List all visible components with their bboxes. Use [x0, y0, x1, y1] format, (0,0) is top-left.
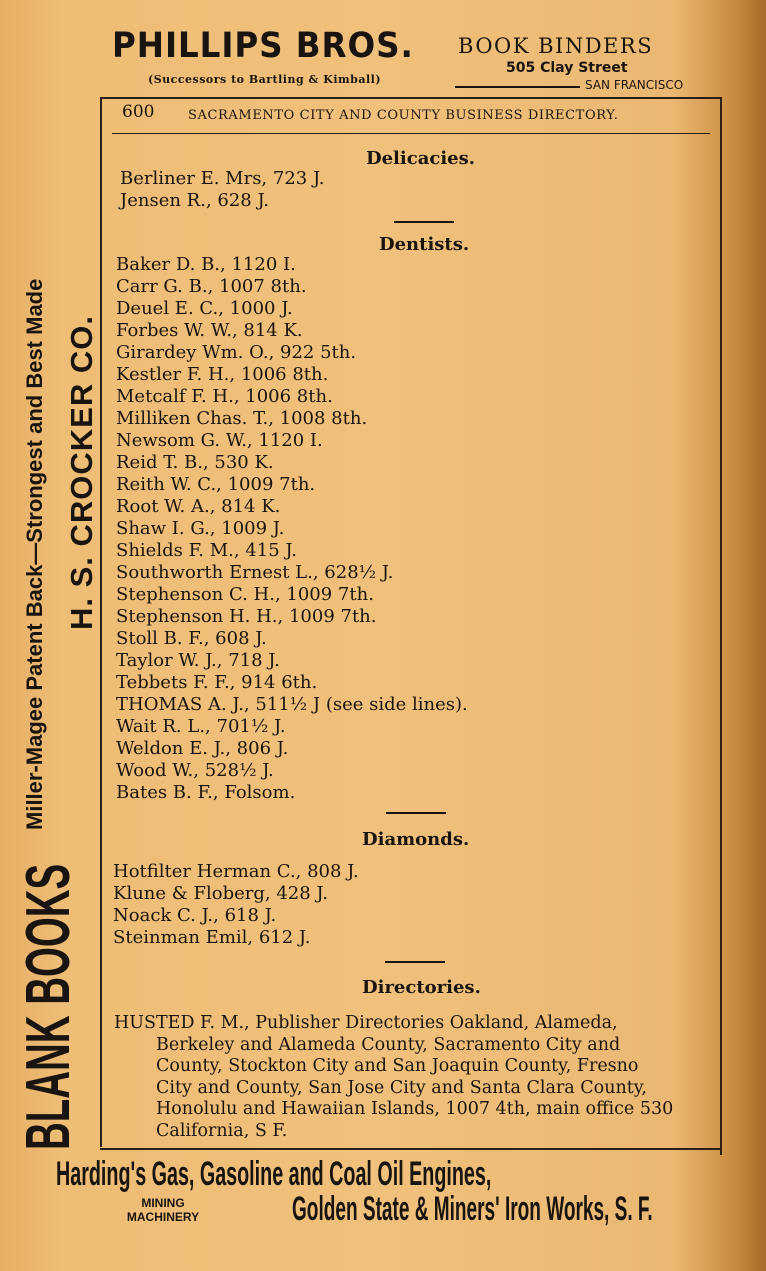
list-item: Jensen R., 628 J. [120, 190, 270, 211]
header-ad-company: PHILLIPS BROS. [112, 26, 414, 66]
list-item: Bates B. F., Folsom. [116, 782, 296, 803]
header-ad-successors: (Successors to Bartling & Kimball) [148, 73, 382, 86]
diamonds-list [113, 861, 359, 949]
list-item: Hotfilter Herman C., 808 J. [113, 861, 359, 882]
list-item: Milliken Chas. T., 1008 8th. [116, 408, 368, 429]
list-item: Girardey Wm. O., 922 5th. [116, 342, 357, 363]
list-item: Kestler F. H., 1006 8th. [116, 364, 329, 385]
list-item: Reith W. C., 1009 7th. [116, 474, 316, 495]
page-border-left [100, 97, 102, 1147]
directories-line: HUSTED F. M., Publisher Directories Oakland, Alameda, [114, 1013, 618, 1033]
footer-ad-mining-machinery [104, 1196, 222, 1224]
directories-line: Berkeley and Alameda County, Sacramento City and [156, 1034, 621, 1055]
footer-ad-engines: Harding's Gas, Gasoline and Coal Oil Engines, [56, 1155, 492, 1193]
list-item: Steinman Emil, 612 J. [113, 927, 311, 948]
page-border-right [720, 97, 722, 1155]
footer-ad-machinery: MACHINERY [126, 1210, 200, 1224]
directories-line: California, S F. [156, 1120, 288, 1141]
section-divider [385, 961, 445, 963]
footer-ad-mining: MINING [141, 1196, 185, 1210]
header-ad-city: SAN FRANCISCO [585, 78, 684, 92]
section-heading-delicacies: Delicacies. [366, 148, 476, 169]
list-item: Wood W., 528½ J. [116, 760, 274, 781]
list-item: Deuel E. C., 1000 J. [116, 298, 293, 319]
directories-line: County, Stockton City and San Joaquin County, Fresno [156, 1056, 639, 1076]
section-heading-diamonds: Diamonds. [362, 829, 470, 850]
section-heading-dentists: Dentists. [379, 234, 470, 255]
list-item: Weldon E. J., 806 J. [116, 738, 289, 759]
list-item: Stoll B. F., 608 J. [116, 628, 267, 649]
page-title: SACRAMENTO CITY AND COUNTY BUSINESS DIRECTORY. [188, 108, 619, 123]
list-item: Berliner E. Mrs, 723 J. [120, 168, 325, 189]
directories-entry [114, 1013, 710, 1142]
list-item: Newsom G. W., 1120 I. [116, 430, 323, 451]
list-item: Baker D. B., 1120 I. [116, 254, 296, 275]
list-item: Tebbets F. F., 914 6th. [116, 672, 318, 693]
directories-line: City and County, San Jose City and Santa Clara County, [156, 1077, 647, 1098]
page-border-top [100, 97, 722, 99]
list-item: THOMAS A. J., 511½ J (see side lines). [116, 694, 468, 715]
list-item: Klune & Floberg, 428 J. [113, 883, 328, 904]
list-item: Shaw I. G., 1009 J. [116, 518, 285, 539]
list-item: Forbes W. W., 814 K. [116, 320, 303, 341]
list-item: Wait R. L., 701½ J. [116, 716, 286, 737]
list-item: Southworth Ernest L., 628½ J. [116, 562, 394, 583]
side-ad-slogan: Miller-Magee Patent Back—Strongest and Best Made [22, 278, 47, 830]
dentists-list [116, 254, 468, 804]
header-ad-street: 505 Clay Street [506, 60, 628, 76]
list-item: Shields F. M., 415 J. [116, 540, 297, 561]
list-item: Noack C. J., 618 J. [113, 905, 277, 926]
section-heading-directories: Directories. [362, 977, 481, 998]
page-number: 600 [122, 102, 155, 122]
list-item: Reid T. B., 530 K. [116, 452, 274, 473]
footer-ad-works: Golden State & Miners' Iron Works, S. F. [292, 1190, 653, 1228]
list-item: Carr G. B., 1007 8th. [116, 276, 307, 297]
header-ad-rule [455, 86, 580, 88]
section-divider [386, 812, 446, 814]
header-ad-trade: BOOK BINDERS [458, 34, 654, 58]
page-border-bottom [100, 1148, 722, 1150]
list-item: Stephenson C. H., 1009 7th. [116, 584, 374, 605]
list-item: Root W. A., 814 K. [116, 496, 281, 517]
list-item: Stephenson H. H., 1009 7th. [116, 606, 377, 627]
directories-line: Honolulu and Hawaiian Islands, 1007 4th, main office 530 [156, 1099, 674, 1119]
side-ad-company: H. S. CROCKER CO. [64, 315, 99, 630]
section-divider [394, 221, 454, 223]
list-item: Metcalf F. H., 1006 8th. [116, 386, 333, 407]
page-header-rule [112, 133, 710, 134]
side-ad-blank-books: BLANK BOOKS [14, 863, 83, 1150]
list-item: Taylor W. J., 718 J. [116, 650, 280, 671]
delicacies-list [120, 168, 325, 212]
